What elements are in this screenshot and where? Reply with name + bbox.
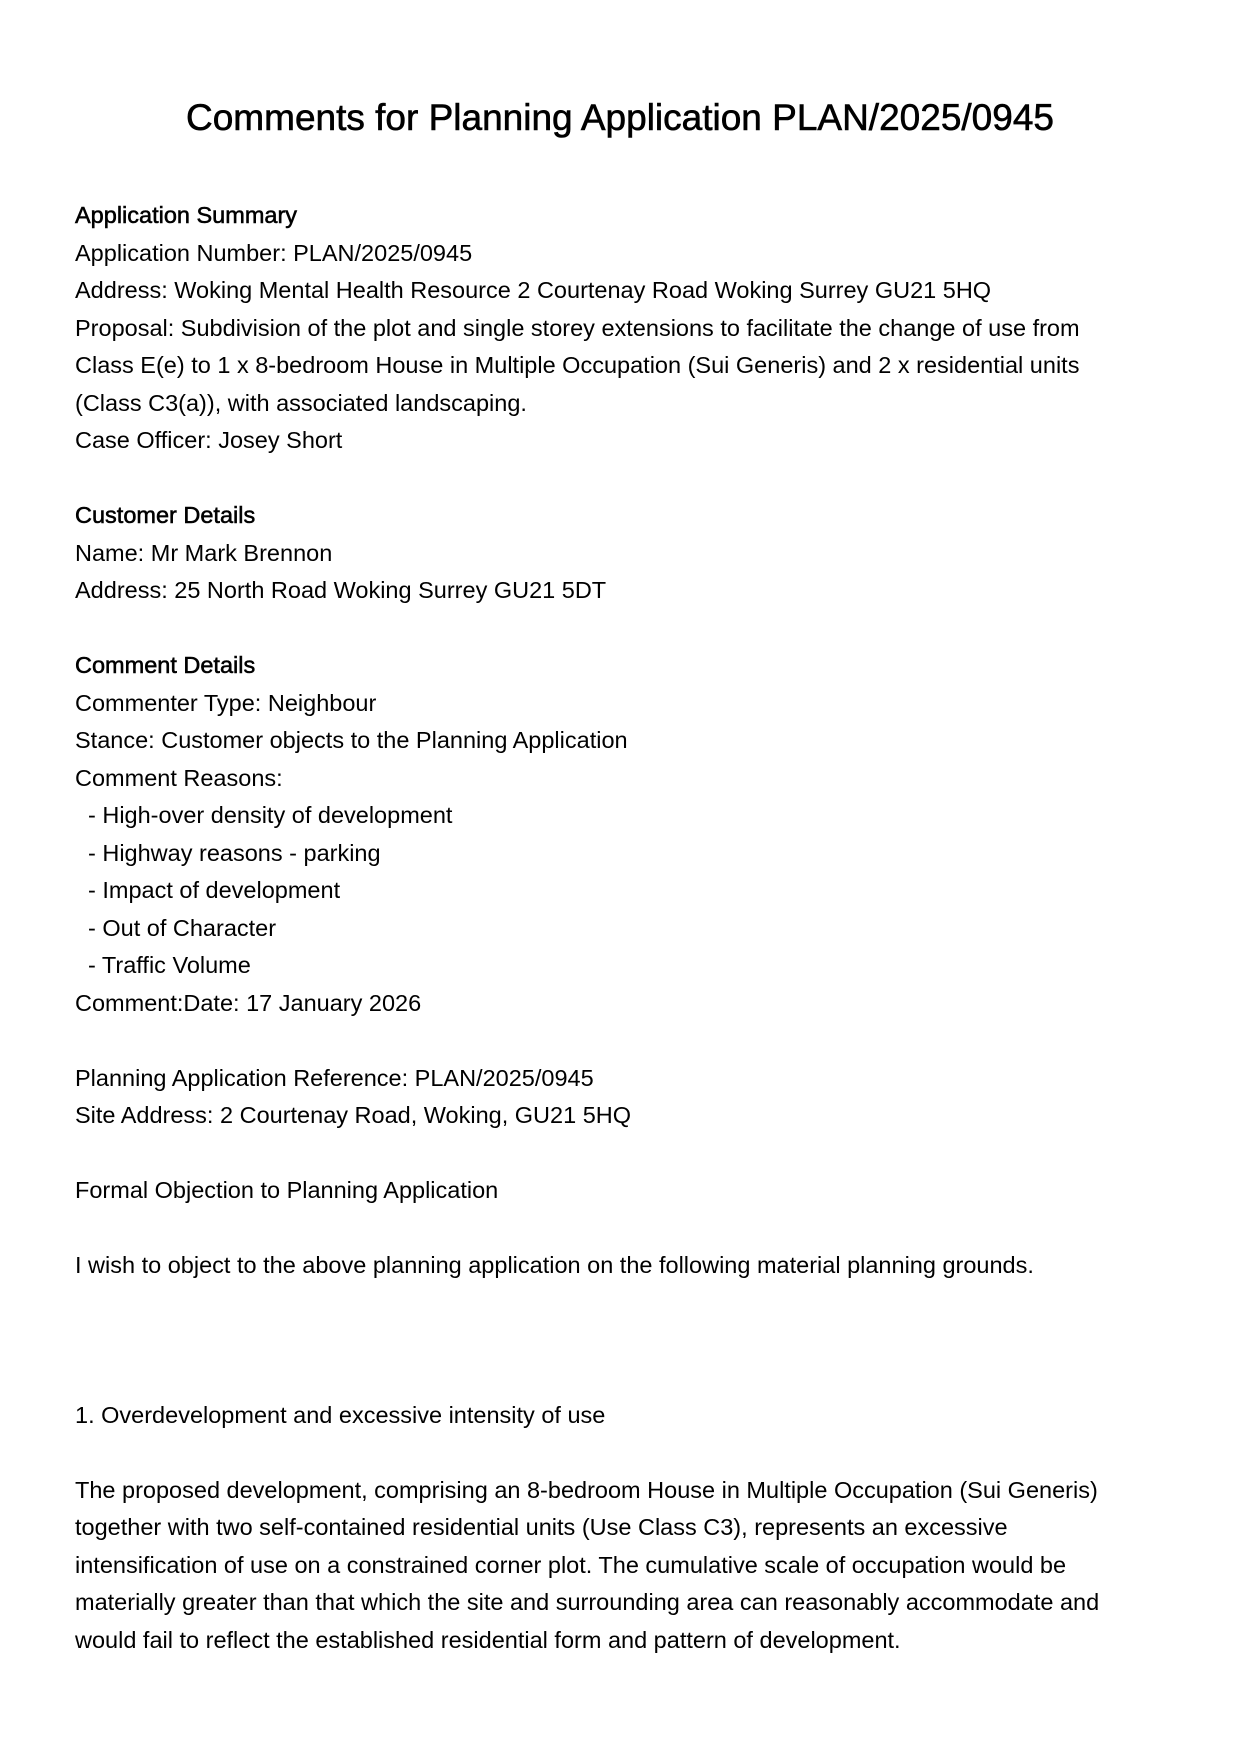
section-1-paragraph-line: The proposed development, comprising an 8-bedroom House in Multiple Occupation (Sui Generis): [75, 1476, 1098, 1503]
section-1-paragraph-line: intensification of use on a constrained corner plot. The cumulative scale of occupation would be: [75, 1551, 1067, 1578]
application-summary-heading: Application Summary: [75, 202, 298, 228]
spacer: [75, 1285, 1175, 1397]
application-reference: Planning Application Reference: PLAN/2025/0945: [75, 1064, 594, 1091]
stance: Stance: Customer objects to the Planning Application: [75, 727, 628, 753]
site-address: Site Address: 2 Courtenay Road, Woking, GU21 5HQ: [75, 1102, 632, 1128]
comment-reason-item: - Traffic Volume: [88, 952, 251, 978]
comment-reason-item: - Highway reasons - parking: [88, 839, 381, 866]
application-address: Address: Woking Mental Health Resource 2 Courtenay Road Woking Surrey GU21 5HQ: [75, 277, 992, 303]
application-summary-section: [75, 197, 1175, 460]
comment-reason-item: - Out of Character: [88, 914, 277, 941]
case-officer: Case Officer: Josey Short: [75, 427, 343, 453]
customer-address: Address: 25 North Road Woking Surrey GU21 5DT: [75, 577, 607, 603]
proposal-line: Class E(e) to 1 x 8-bedroom House in Multiple Occupation (Sui Generis) and 2 x residential units: [75, 352, 1080, 378]
page-title: Comments for Planning Application PLAN/2025/0945: [186, 97, 1054, 138]
section-1-paragraph-line: materially greater than that which the site and surrounding area can reasonably accommodate and: [75, 1589, 1100, 1615]
letter-subject: Formal Objection to Planning Application: [75, 1177, 499, 1203]
spacer: [75, 460, 1175, 498]
spacer: [75, 1022, 1175, 1060]
comment-details-heading: Comment Details: [75, 652, 256, 678]
proposal-line: (Class C3(a)), with associated landscaping.: [75, 389, 527, 416]
spacer: [75, 1135, 1175, 1173]
proposal-line: Proposal: Subdivision of the plot and single storey extensions to facilitate the change of use from: [75, 314, 1080, 341]
letter-intro: I wish to object to the above planning application on the following material planning grounds.: [75, 1252, 1034, 1278]
section-1-paragraph-line: would fail to reflect the established residential form and pattern of development.: [75, 1626, 901, 1653]
customer-details-section: [75, 497, 1175, 610]
comment-reason-item: - High-over density of development: [88, 802, 453, 828]
comment-reasons-label: Comment Reasons:: [75, 764, 283, 791]
document-body: [75, 197, 1175, 1659]
section-1-paragraph-line: together with two self-contained residential units (Use Class C3), represents an excessive: [75, 1514, 1008, 1540]
spacer: [75, 1210, 1175, 1248]
objection-letter: [75, 1060, 1175, 1660]
customer-name: Name: Mr Mark Brennon: [75, 539, 333, 566]
comment-details-section: [75, 647, 1175, 1022]
spacer: [75, 1434, 1175, 1472]
comment-reason-item: - Impact of development: [88, 877, 341, 903]
commenter-type: Commenter Type: Neighbour: [75, 689, 377, 716]
section-1-heading: 1. Overdevelopment and excessive intensity of use: [75, 1401, 606, 1428]
spacer: [75, 610, 1175, 648]
application-number: Application Number: PLAN/2025/0945: [75, 239, 473, 266]
customer-details-heading: Customer Details: [75, 502, 256, 528]
comment-date: Comment:Date: 17 January 2026: [75, 989, 422, 1016]
